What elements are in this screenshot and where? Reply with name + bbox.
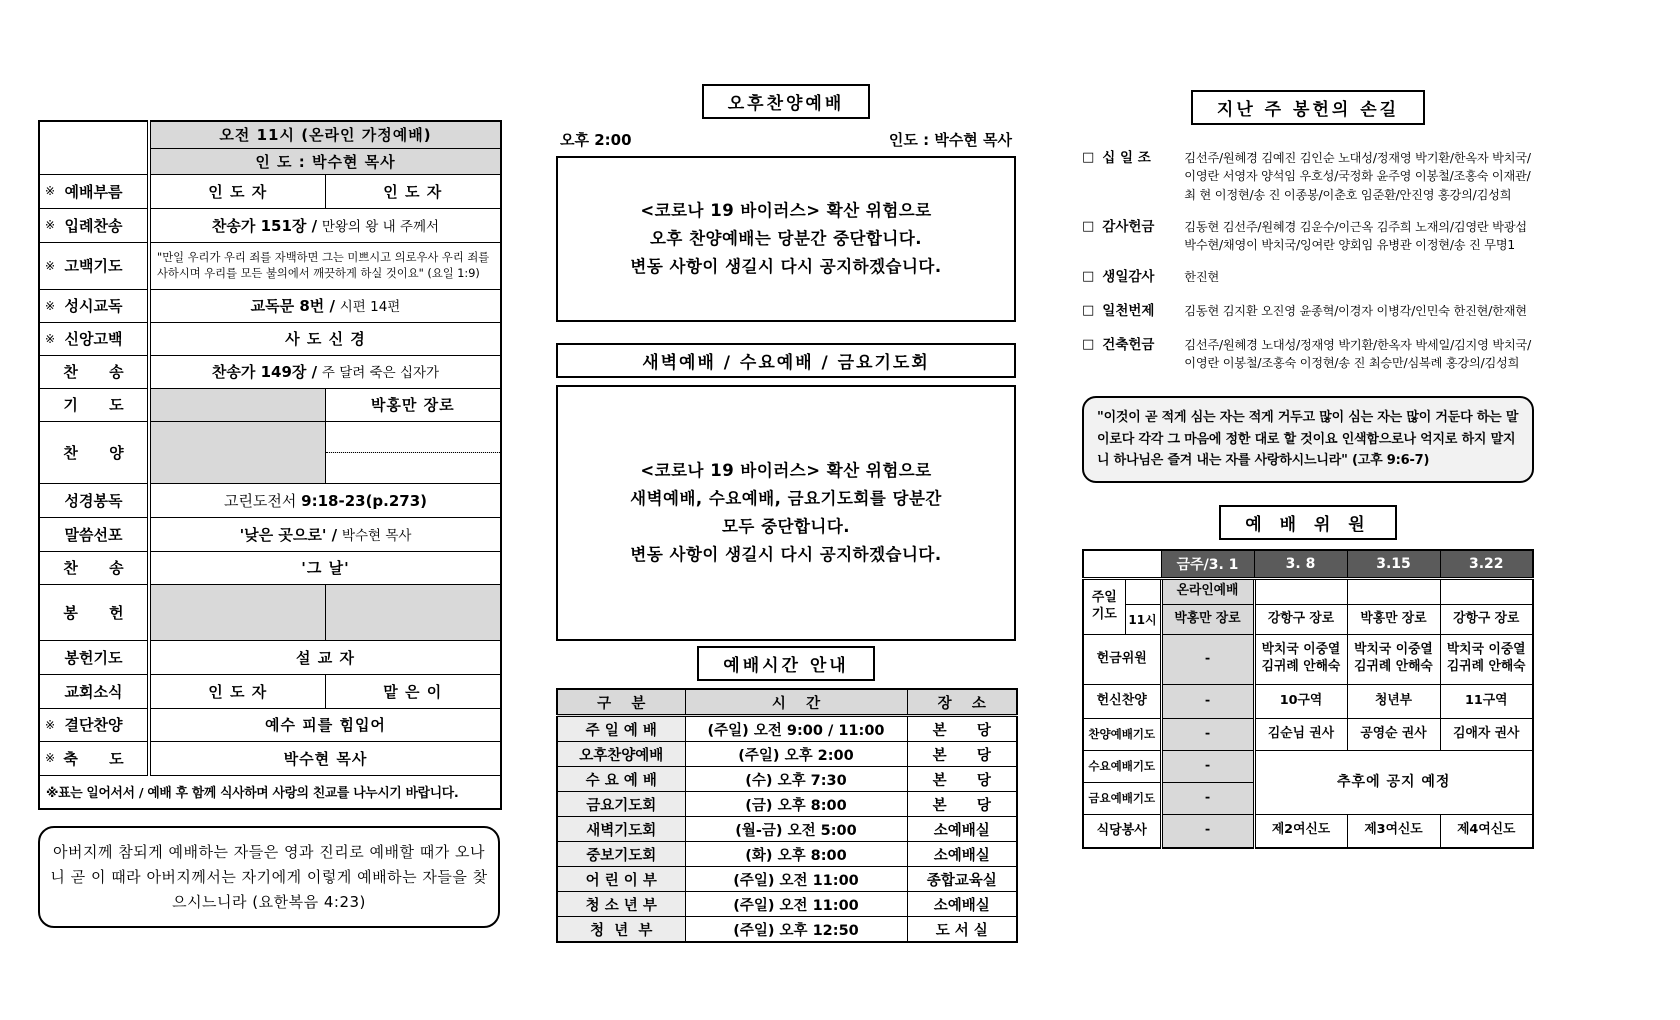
- checkbox-icon: □: [1082, 303, 1095, 319]
- asterisk-marker: ※: [45, 751, 56, 765]
- worship-cell: '낮은 곳으로' / 박수현 목사: [149, 517, 501, 551]
- worship-cell: 찬송가 151장 / 만왕의 왕 내 주께서: [149, 208, 501, 242]
- committee-cell: [1254, 578, 1347, 604]
- worship-row-label: ※ 결단찬양: [39, 708, 149, 741]
- checkbox-icon: □: [1082, 336, 1095, 352]
- schedule-place: 종합교육실: [907, 867, 1017, 892]
- committee-cell: 박치국 이중열 김귀례 안해숙: [1440, 634, 1533, 684]
- schedule-category: 주 일 예 배: [557, 716, 685, 742]
- committee-header-cell: 3.22: [1440, 550, 1533, 579]
- committee-cell: 박치국 이중열 김귀례 안해숙: [1254, 634, 1347, 684]
- afternoon-time: 오후 2:00: [560, 131, 632, 149]
- worship-cell: 고린도전서 9:18-23(p.273): [149, 483, 501, 517]
- schedule-time: (주일) 오전 11:00: [685, 867, 907, 892]
- offerings-title: 지난 주 봉헌의 손길: [1191, 90, 1425, 125]
- dawn-worship-title: 새벽예배 / 수요예배 / 금요기도회: [556, 343, 1016, 378]
- schedule-header-cell: 구 분: [557, 689, 685, 716]
- committee-sublabel: 11시: [1125, 604, 1161, 634]
- checkbox-icon: □: [1082, 218, 1095, 234]
- notice-line: 변동 사항이 생길시 다시 공지하겠습니다.: [630, 545, 942, 565]
- worship-row-label: 찬 양: [39, 421, 149, 483]
- worship-row: [39, 174, 501, 208]
- worship-row-label: 찬 송: [39, 355, 149, 388]
- worship-cell-blank: [149, 584, 325, 640]
- committee-cell: -: [1161, 814, 1254, 848]
- worship-cell: 사 도 신 경: [149, 322, 501, 355]
- worship-row: [39, 355, 501, 388]
- schedule-row: [557, 742, 1017, 767]
- committee-header-cell: 3.15: [1347, 550, 1440, 579]
- schedule-place: 소예배실: [907, 842, 1017, 867]
- committee-cell: [1440, 578, 1533, 604]
- committee-label: 헌신찬양: [1083, 684, 1161, 718]
- committee-row: [1083, 718, 1533, 750]
- schedule-row: [557, 767, 1017, 792]
- schedule-category: 오후찬양예배: [557, 742, 685, 767]
- offering-label: 십 일 조: [1102, 150, 1151, 166]
- notice-line: 오후 찬양예배는 당분간 중단합니다.: [649, 228, 923, 248]
- offering-label: 일천번제: [1102, 303, 1155, 320]
- committee-row: [1083, 750, 1533, 782]
- worship-cell: 설 교 자: [149, 640, 501, 674]
- committee-label: 주일 기도: [1083, 578, 1125, 634]
- schedule-row: [557, 716, 1017, 742]
- schedule-time: (수) 오후 7:30: [685, 767, 907, 792]
- offering-label: 감사헌금: [1102, 218, 1155, 235]
- committee-label: 금요예배기도: [1083, 782, 1161, 814]
- committee-merged-note: 추후에 공지 예정: [1254, 750, 1533, 814]
- worship-cell: 인 도 자: [325, 174, 501, 208]
- worship-row: [39, 289, 501, 322]
- worship-row-label: 봉헌기도: [39, 640, 149, 674]
- worship-cell: 찬송가 149장 / 주 달려 죽은 십자가: [149, 355, 501, 388]
- worship-cell: 박수현 목사: [149, 741, 501, 775]
- offering-label: 생일감사: [1102, 269, 1155, 286]
- committee-header-cell: 금주/3. 1: [1161, 550, 1254, 579]
- worship-table-corner: [39, 121, 149, 174]
- schedule-time: (금) 오후 8:00: [685, 792, 907, 817]
- offering-names: 한진현: [1184, 270, 1220, 285]
- afternoon-notice-box: [556, 156, 1016, 322]
- worship-row-label: ※ 축 도: [39, 741, 149, 775]
- committee-cell: 박치국 이중열 김귀례 안해숙: [1347, 634, 1440, 684]
- worship-cell: 예수 피를 힘입어: [149, 708, 501, 741]
- offering-names: 김선주/원혜경 노대성/정재영 박기환/한옥자 박세일/김지영 박치국/이영란 이봉철/조홍숙 이정현/송 진 최승만/심복례 홍강의/김성희: [1184, 337, 1531, 370]
- checkbox-icon: □: [1082, 269, 1095, 285]
- worship-row-label: 교회소식: [39, 674, 149, 708]
- offering-label: 건축헌금: [1102, 336, 1155, 353]
- committee-label: 헌금위원: [1083, 634, 1161, 684]
- worship-cell-blank: [149, 421, 325, 483]
- worship-row: [39, 388, 501, 421]
- asterisk-marker: ※: [45, 717, 56, 732]
- committee-row: [1083, 578, 1533, 604]
- worship-row: [39, 584, 501, 640]
- asterisk-marker: ※: [45, 298, 56, 313]
- schedule-time: (월-금) 오전 5:00: [685, 817, 907, 842]
- offering-item: [1082, 268, 1534, 288]
- committee-table: [1082, 549, 1534, 850]
- notice-line: <코로나 19 바이러스> 확산 위험으로: [640, 460, 932, 480]
- offerings-list: [1082, 149, 1534, 372]
- worship-row-label: 성경봉독: [39, 483, 149, 517]
- notice-line: <코로나 19 바이러스> 확산 위험으로: [640, 200, 932, 220]
- schedule-row: [557, 842, 1017, 867]
- worship-row-label: ※ 성시교독: [39, 289, 149, 322]
- notice-line: 새벽예배, 수요예배, 금요기도회를 당분간: [630, 488, 942, 508]
- worship-cell: 교독문 8번 / 시편 14편: [149, 289, 501, 322]
- committee-row: [1083, 684, 1533, 718]
- schedule-time: (주일) 오전 9:00 / 11:00: [685, 716, 907, 742]
- committee-cell: 청년부: [1347, 684, 1440, 718]
- committee-cell: -: [1161, 718, 1254, 750]
- schedule-row: [557, 817, 1017, 842]
- committee-row: [1083, 814, 1533, 848]
- committee-corner: [1083, 550, 1161, 579]
- committee-cell: 박홍만 장로: [1347, 604, 1440, 634]
- committee-cell: 김애자 권사: [1440, 718, 1533, 750]
- worship-row-label: ※ 고백기도: [39, 242, 149, 289]
- committee-label: 식당봉사: [1083, 814, 1161, 848]
- committee-cell: 제3여신도: [1347, 814, 1440, 848]
- schedule-place: 소예배실: [907, 892, 1017, 917]
- verse-box-right: "이것이 곧 적게 심는 자는 적게 거두고 많이 심는 자는 많이 거둔다 하는 말이로다 각각 그 마음에 정한 대로 할 것이요 인색함으로나 억지로 하지 말지니 하나님은 즐겨 내는 자를 사랑하시느니라" (고후 9:6-7): [1082, 396, 1534, 482]
- worship-footnote-row: [39, 775, 501, 809]
- afternoon-leader: 인도 : 박수현 목사: [888, 131, 1012, 149]
- schedule-place: 본 당: [907, 716, 1017, 742]
- worship-row: [39, 741, 501, 775]
- worship-row-label: ※ 예배부름: [39, 174, 149, 208]
- worship-row-label: 기 도: [39, 388, 149, 421]
- offering-item: [1082, 302, 1534, 322]
- schedule-header-cell: 장 소: [907, 689, 1017, 716]
- asterisk-marker: ※: [45, 331, 56, 346]
- committee-row: [1083, 634, 1533, 684]
- schedule-category: 중보기도회: [557, 842, 685, 867]
- committee-title: 예 배 위 원: [1219, 505, 1396, 540]
- asterisk-marker: ※: [45, 218, 56, 232]
- worship-cell: '그 날': [149, 551, 501, 584]
- worship-row: [39, 483, 501, 517]
- schedule-place: 소예배실: [907, 817, 1017, 842]
- worship-cell: 박홍만 장로: [325, 388, 501, 421]
- worship-row: [39, 322, 501, 355]
- schedule-category: 어 린 이 부: [557, 867, 685, 892]
- worship-footnote: ※표는 일어서서 / 예배 후 함께 식사하며 사랑의 친교를 나누시기 바랍니다.: [39, 775, 501, 809]
- schedule-place: 본 당: [907, 792, 1017, 817]
- committee-cell: 박홍만 장로: [1161, 604, 1254, 634]
- committee-cell: -: [1161, 782, 1254, 814]
- committee-cell: -: [1161, 684, 1254, 718]
- committee-sublabel: [1125, 578, 1161, 604]
- left-column: [38, 120, 500, 928]
- middle-column: [556, 84, 1016, 943]
- worship-cell: 인 도 자: [149, 174, 325, 208]
- committee-label: 찬양예배기도: [1083, 718, 1161, 750]
- schedule-header-cell: 시 간: [685, 689, 907, 716]
- worship-cell: 인 도 자: [149, 674, 325, 708]
- worship-cell-blank: [325, 421, 501, 483]
- worship-row-label: ※ 입례찬송: [39, 208, 149, 242]
- worship-cell-blank: [325, 584, 501, 640]
- worship-row: [39, 674, 501, 708]
- schedule-category: 수 요 예 배: [557, 767, 685, 792]
- worship-cell-blank: [149, 388, 325, 421]
- schedule-table: [556, 688, 1018, 943]
- offering-item: [1082, 218, 1534, 255]
- committee-cell: 강항구 장로: [1254, 604, 1347, 634]
- committee-row: [1083, 604, 1533, 634]
- worship-row: [39, 640, 501, 674]
- worship-cell: "만일 우리가 우리 죄를 자백하면 그는 미쁘시고 의로우사 우리 죄를 사하시며 우리를 모든 불의에서 깨끗하게 하실 것이요" (요일 1:9): [149, 242, 501, 289]
- worship-row: [39, 708, 501, 741]
- worship-header-leader: 인 도 : 박수현 목사: [149, 148, 501, 174]
- committee-cell: 온라인예배: [1161, 578, 1254, 604]
- offering-item: [1082, 336, 1534, 373]
- asterisk-marker: ※: [45, 258, 56, 273]
- schedule-title: 예배시간 안내: [697, 646, 874, 681]
- committee-cell: 제4여신도: [1440, 814, 1533, 848]
- schedule-time: (주일) 오후 12:50: [685, 917, 907, 943]
- committee-cell: [1347, 578, 1440, 604]
- afternoon-meta: [556, 129, 1016, 150]
- schedule-time: (주일) 오후 2:00: [685, 742, 907, 767]
- worship-row: [39, 551, 501, 584]
- schedule-row: [557, 792, 1017, 817]
- worship-row: [39, 421, 501, 483]
- committee-cell: 강항구 장로: [1440, 604, 1533, 634]
- committee-cell: -: [1161, 750, 1254, 782]
- committee-header-cell: 3. 8: [1254, 550, 1347, 579]
- verse-box-left: 아버지께 참되게 예배하는 자들은 영과 진리로 예배할 때가 오나니 곧 이 때라 아버지께서는 자기에게 이렇게 예배하는 자들을 찾으시느니라 (요한복음 4:23): [38, 826, 500, 928]
- schedule-place: 본 당: [907, 742, 1017, 767]
- notice-line: 변동 사항이 생길시 다시 공지하겠습니다.: [630, 257, 942, 277]
- committee-cell: 제2여신도: [1254, 814, 1347, 848]
- schedule-row: [557, 892, 1017, 917]
- schedule-place: 도 서 실: [907, 917, 1017, 943]
- schedule-row: [557, 917, 1017, 943]
- offering-names: 김동현 김지환 오진영 윤종혁/이경자 이병각/인민숙 한진현/한재현: [1184, 304, 1527, 319]
- schedule-category: 청 소 년 부: [557, 892, 685, 917]
- worship-row: [39, 208, 501, 242]
- worship-order-table: [38, 120, 502, 810]
- notice-line: 모두 중단합니다.: [721, 517, 851, 536]
- schedule-time: (주일) 오전 11:00: [685, 892, 907, 917]
- afternoon-worship-title: 오후찬양예배: [702, 84, 871, 119]
- checkbox-icon: □: [1082, 150, 1095, 165]
- worship-header-time: 오전 11시 (온라인 가정예배): [149, 121, 501, 148]
- schedule-place: 본 당: [907, 767, 1017, 792]
- worship-cell: 맡 은 이: [325, 674, 501, 708]
- offering-names: 김동현 김선주/원혜경 김운수/이근옥 김주희 노재의/김영란 박광섭 박수현/채영이 박치국/잉여란 양회임 유병관 이정현/송 진 무명1: [1184, 219, 1527, 253]
- worship-row: [39, 517, 501, 551]
- schedule-row: [557, 867, 1017, 892]
- offering-names: 김선주/원혜경 김예진 김인순 노대성/정재영 박기환/한옥자 박치국/이영란 서영자 양석임 우호성/국정화 윤주영 이봉철/조홍숙 이재관/최 현 이정현/송 진 이종봉/이춘호 임준환/안진영 홍강의/김성희: [1184, 151, 1531, 202]
- committee-cell: 김순님 권사: [1254, 718, 1347, 750]
- committee-cell: 10구역: [1254, 684, 1347, 718]
- dawn-notice-box: [556, 385, 1016, 641]
- right-column: [1082, 90, 1534, 849]
- committee-cell: -: [1161, 634, 1254, 684]
- offering-item: [1082, 149, 1534, 204]
- worship-row-label: 봉 헌: [39, 584, 149, 640]
- worship-row-label: 찬 송: [39, 551, 149, 584]
- asterisk-marker: ※: [45, 184, 56, 198]
- schedule-time: (화) 오후 8:00: [685, 842, 907, 867]
- committee-label: 수요예배기도: [1083, 750, 1161, 782]
- committee-cell: 11구역: [1440, 684, 1533, 718]
- worship-row: [39, 242, 501, 289]
- committee-cell: 공영순 권사: [1347, 718, 1440, 750]
- schedule-category: 금요기도회: [557, 792, 685, 817]
- schedule-category: 청 년 부: [557, 917, 685, 943]
- praise-slot-top: [326, 452, 501, 453]
- schedule-category: 새벽기도회: [557, 817, 685, 842]
- worship-row-label: ※ 신앙고백: [39, 322, 149, 355]
- worship-row-label: 말씀선포: [39, 517, 149, 551]
